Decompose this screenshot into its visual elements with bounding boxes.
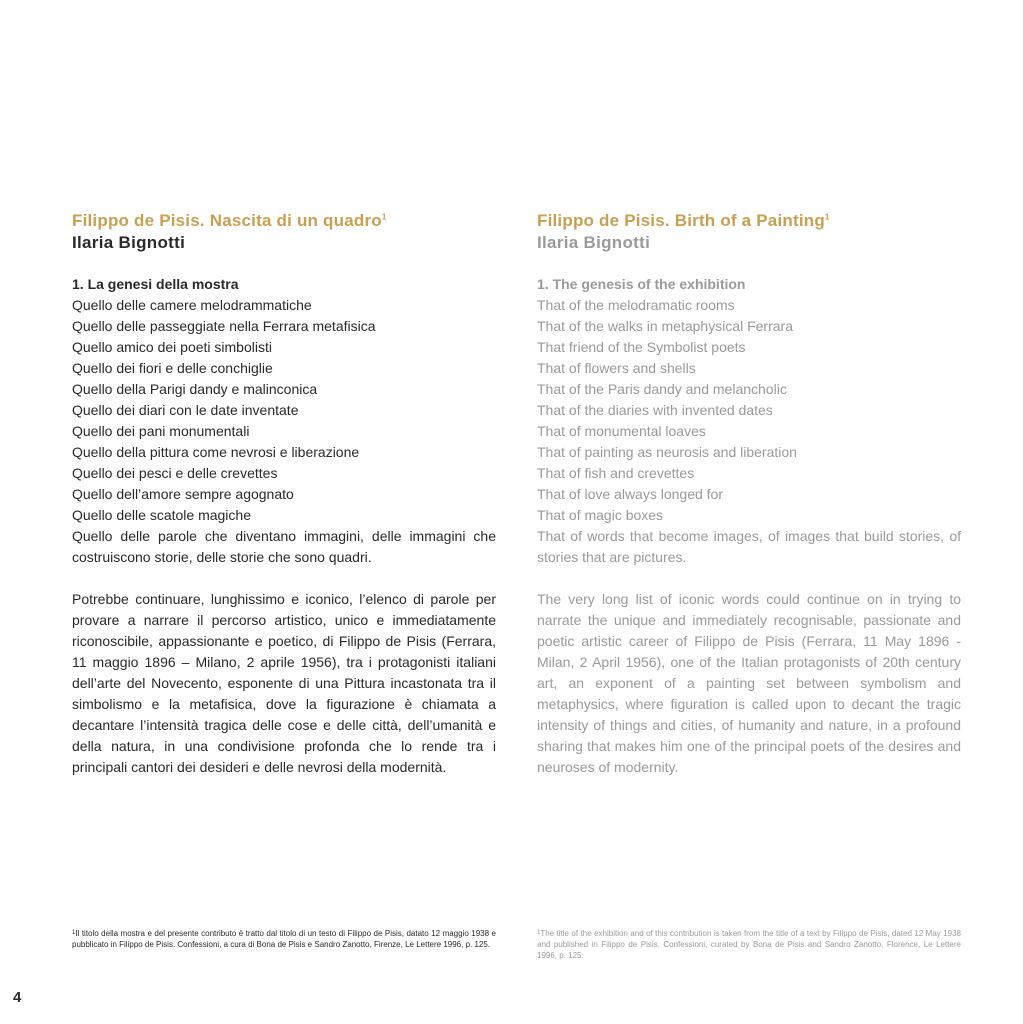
italian-footnote-mark: 1	[72, 930, 76, 936]
english-line: That of the diaries with invented dates	[537, 402, 773, 418]
italian-line: Quello dei pesci e delle crevettes	[72, 465, 278, 481]
page-number: 4	[13, 989, 22, 1006]
english-title: Filippo de Pisis. Birth of a Painting$^1$	[537, 211, 830, 230]
english-footnote-mark: 1	[537, 930, 541, 936]
italian-author: Ilaria Bignotti	[72, 233, 186, 252]
italian-line: Quello delle passeggiate nella Ferrara metafisica	[72, 318, 376, 334]
italian-title-note: 1	[381, 212, 387, 222]
italian-line: Quello delle scatole magiche	[72, 507, 251, 523]
english-footnote	[537, 928, 961, 961]
italian-line: Quello dei fiori e delle conchiglie	[72, 360, 273, 376]
italian-column	[72, 210, 496, 778]
italian-line: Quello della Parigi dandy e malinconica	[72, 381, 318, 397]
italian-line: Quello dell’amore sempre agognato	[72, 486, 294, 502]
english-column	[537, 210, 961, 778]
italian-title: Filippo de Pisis. Nascita di un quadro$^1$	[72, 211, 387, 230]
italian-line: Quello amico dei poeti simbolisti	[72, 339, 272, 355]
italian-section-heading: 1. La genesi della mostra	[72, 276, 239, 292]
italian-line: Quello della pittura come nevrosi e liberazione	[72, 444, 360, 460]
italian-line: Quello delle parole che diventano immagini, delle immagini che costruiscono storie, delle storie che sono quadri.	[72, 528, 496, 565]
italian-footnote-text: Il titolo della mostra e del presente contributo è tratto dal titolo di un testo di Filippo de Pisis, datato 12 maggio 1938 e pubblicato in Filippo de Pisis. Confessioni, a cura di Bona de Pisis e Sandro Zanotto, Firenze, Le Lettere 1996, p. 125.	[72, 929, 496, 949]
english-footnote-text: The title of the exhibition and of this contribution is taken from the title of a text by Filippo de Pisis, dated 12 May 1938 and published in Filippo de Pisis. Confessioni, curated by Bona de Pisis and Sandro Zanotto, Florence, Le Lettere 1996, p. 125.	[537, 929, 961, 960]
english-line: That of the walks in metaphysical Ferrara	[537, 318, 793, 334]
italian-line: Quello dei pani monumentali	[72, 423, 250, 439]
italian-line: Quello delle camere melodrammatiche	[72, 297, 312, 313]
english-line: That of flowers and shells	[537, 360, 696, 376]
english-line: That of painting as neurosis and liberation	[537, 444, 797, 460]
italian-verse-list	[72, 295, 496, 568]
english-line: That of magic boxes	[537, 507, 664, 523]
italian-footnote	[72, 928, 496, 950]
english-section-heading: 1. The genesis of the exhibition	[537, 276, 746, 292]
english-line: That of words that become images, of images that build stories, of stories that are pictures.	[537, 528, 961, 565]
english-line: That of the melodramatic rooms	[537, 297, 735, 313]
english-verse-list	[537, 295, 961, 568]
english-line: That of monumental loaves	[537, 423, 706, 439]
english-line: That of love always longed for	[537, 486, 723, 502]
english-line: That friend of the Symbolist poets	[537, 339, 746, 355]
english-line: That of the Paris dandy and melancholic	[537, 381, 787, 397]
italian-line: Quello dei diari con le date inventate	[72, 402, 299, 418]
english-paragraph: The very long list of iconic words could continue on in trying to narrate the unique and immediately recognisable, passionate and poetic artistic career of Filippo de Pisis (Ferrara, 11 May 1896 - Milan, 2 April 1956), one of the Italian protagonists of 20th century art, an exponent of a painting set between symbolism and metaphysics, where figuration is called upon to decant the tragic intensity of things and cities, of humanity and nature, in a profound sharing that makes him one of the principal poets of the desires and neuroses of modernity.	[537, 591, 961, 775]
english-line: That of fish and crevettes	[537, 465, 695, 481]
english-author: Ilaria Bignotti	[537, 233, 651, 252]
english-title-note: 1	[824, 212, 830, 222]
italian-paragraph: Potrebbe continuare, lunghissimo e iconico, l’elenco di parole per provare a narrare il percorso artistico, unico e immediatamente riconoscibile, appassionante e poetico, di Filippo de Pisis (Ferrara, 11 maggio 1896 – Milano, 2 aprile 1956), tra i protagonisti italiani dell’arte del Novecento, esponente di una Pittura incastonata tra il simbolismo e la metafisica, dove la figurazione è chiamata a decantare l’intensità tragica delle cose e delle città, dell’umanità e della natura, in una condivisione profonda che lo rende tra i principali cantori dei desideri e delle nevrosi della modernità.	[72, 591, 496, 775]
